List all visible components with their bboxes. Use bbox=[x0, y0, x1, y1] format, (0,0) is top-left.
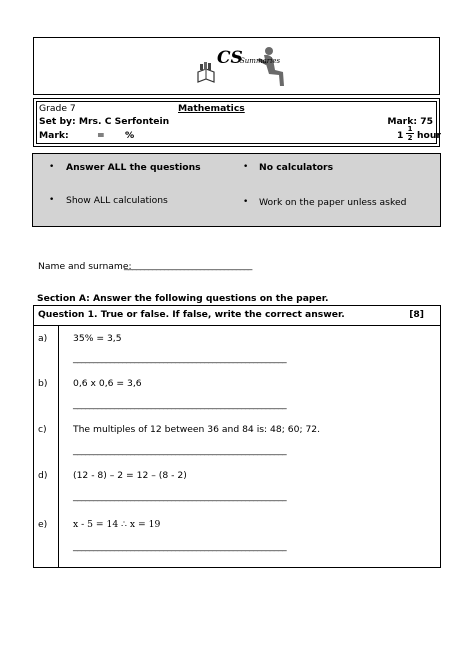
item-statement: The multiples of 12 between 36 and 84 is: 48; 60; 72. bbox=[73, 424, 321, 435]
answer-line[interactable]: ____________________________________________________ bbox=[73, 354, 287, 364]
answer-line[interactable]: ____________________________________________________ bbox=[73, 400, 287, 410]
item-label: e) bbox=[38, 519, 48, 530]
instructions-box bbox=[32, 153, 441, 227]
item-statement: (12 - 8) – 2 = 12 – (8 - 2) bbox=[73, 470, 187, 481]
mark-label: Mark: bbox=[39, 130, 69, 141]
bullet-icon: • bbox=[243, 162, 249, 172]
bullet-icon: • bbox=[49, 162, 55, 172]
subject-title: Mathematics bbox=[178, 103, 245, 114]
logo-summaries-text: Summaries bbox=[240, 57, 281, 65]
mark-equals: = bbox=[97, 130, 105, 141]
name-surname-label: Name and surname: bbox=[38, 261, 132, 272]
item-statement: 35% = 3,5 bbox=[73, 333, 122, 344]
instruction-item: Show ALL calculations bbox=[66, 195, 168, 206]
answer-line[interactable]: ____________________________________________________ bbox=[73, 542, 287, 552]
instruction-item: No calculators bbox=[259, 162, 334, 173]
time-unit: hour bbox=[417, 130, 441, 141]
section-title: Section A: Answer the following questions on the paper. bbox=[37, 293, 329, 304]
item-label: c) bbox=[38, 424, 47, 435]
item-label: b) bbox=[38, 378, 48, 389]
instruction-item: Answer ALL the questions bbox=[66, 162, 201, 173]
table-label-column bbox=[58, 326, 59, 567]
time-whole: 1 bbox=[397, 130, 404, 141]
logo bbox=[184, 42, 294, 90]
time-numerator: 1 bbox=[407, 125, 413, 133]
logo-cs-text: CS bbox=[217, 48, 243, 68]
question-marks: [8] bbox=[409, 309, 424, 320]
logo-box bbox=[33, 37, 440, 95]
set-by-label: Set by: Mrs. C Serfontein bbox=[39, 116, 170, 127]
item-label: a) bbox=[38, 333, 48, 344]
answer-line[interactable]: ____________________________________________________ bbox=[73, 492, 287, 502]
grade-label: Grade 7 bbox=[39, 103, 76, 114]
time-fraction bbox=[406, 125, 414, 142]
question-table bbox=[33, 305, 441, 568]
instruction-item: Work on the paper unless asked bbox=[259, 197, 407, 208]
header-box bbox=[33, 98, 440, 147]
bullet-icon: • bbox=[243, 197, 249, 207]
mark-percent: % bbox=[125, 130, 135, 141]
bullet-icon: • bbox=[49, 195, 55, 205]
mark-total: Mark: 75 bbox=[387, 116, 433, 127]
question-title: Question 1. True or false. If false, write the correct answer. bbox=[38, 309, 345, 320]
name-surname-field[interactable]: ________________________________ bbox=[124, 260, 252, 271]
item-label: d) bbox=[38, 470, 48, 481]
item-statement: 0,6 x 0,6 = 3,6 bbox=[73, 378, 142, 389]
item-statement: x - 5 = 14 ∴ x = 19 bbox=[73, 519, 161, 530]
answer-line[interactable]: ____________________________________________________ bbox=[73, 446, 287, 456]
table-divider bbox=[34, 325, 440, 326]
time-denominator: 2 bbox=[407, 134, 413, 142]
